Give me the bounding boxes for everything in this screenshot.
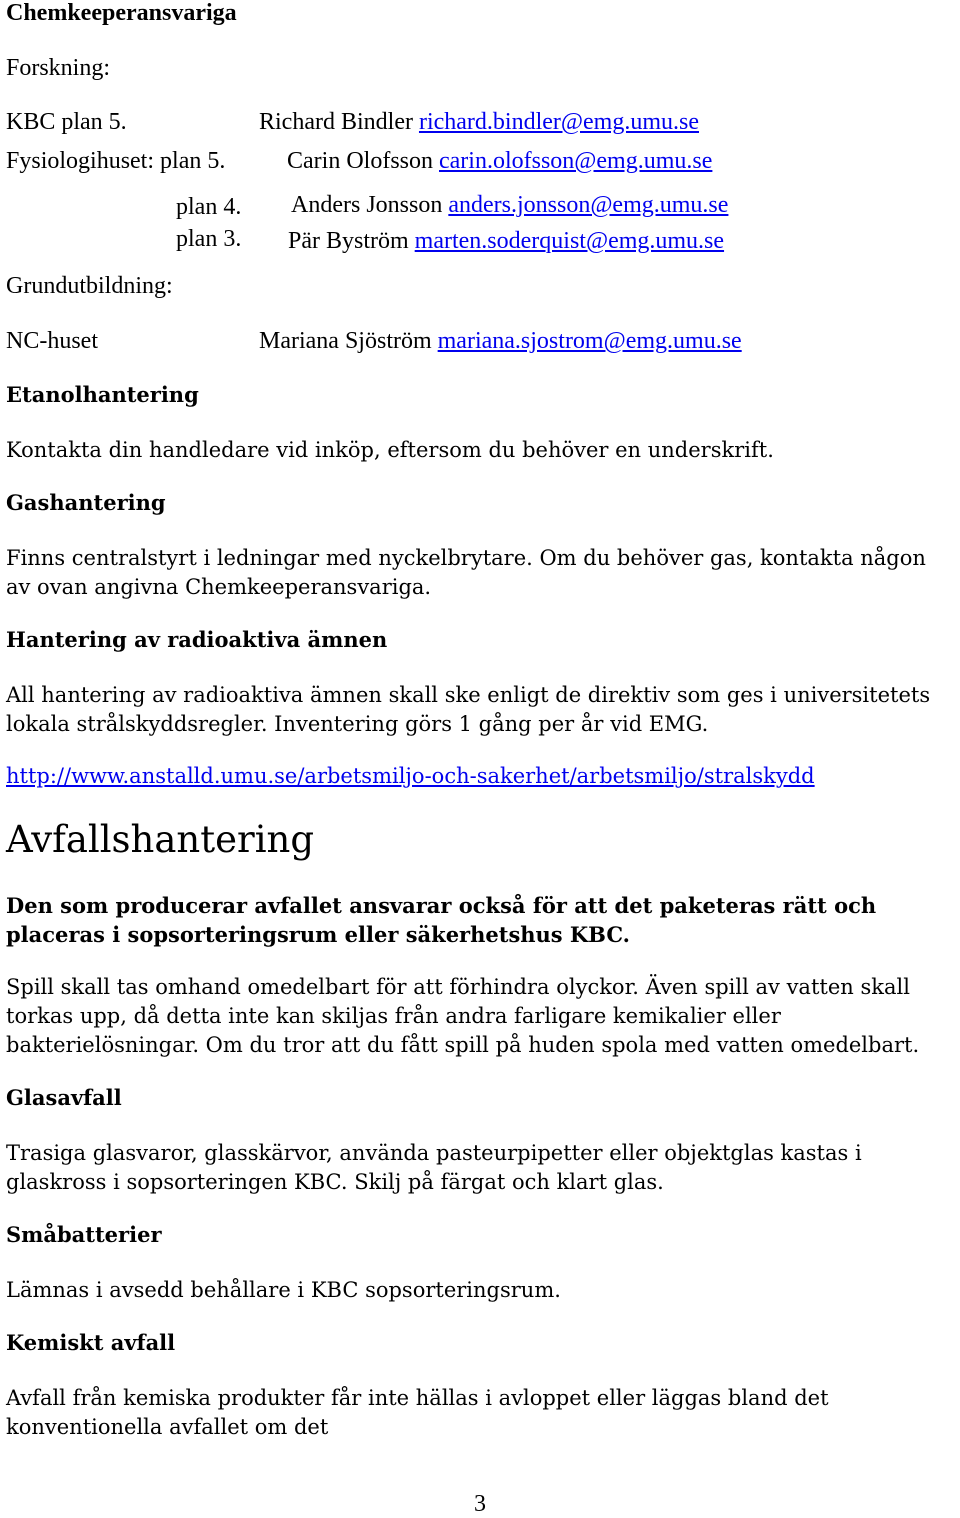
email-link[interactable]: richard.bindler@emg.umu.se	[418, 109, 699, 135]
chemwaste-heading: Kemiskt avfall	[6, 1330, 176, 1355]
email-link[interactable]: marten.soderquist@emg.umu.se	[414, 228, 725, 254]
radio-text: All hantering av radioaktiva ämnen skall ske enligt de direktiv som ges i universitetets lokala strålskyddsregler. Inventering görs 1 gång per år vid EMG.	[6, 683, 931, 736]
contact-name: Carin Olofsson	[287, 148, 433, 174]
radio-link[interactable]: http://www.anstalld.umu.se/arbetsmiljo-och-sakerhet/arbetsmiljo/stralskydd	[6, 764, 815, 788]
contact-name: Pär Byström	[288, 228, 409, 254]
grundutbildning-label: Grundutbildning:	[6, 273, 173, 299]
contact-name: Mariana Sjöström	[259, 328, 432, 354]
forskning-label: Forskning:	[6, 55, 111, 81]
email-link[interactable]: anders.jonsson@emg.umu.se	[448, 192, 729, 218]
location-plan3: plan 3.	[176, 226, 242, 252]
location-plan4: plan 4.	[176, 194, 242, 220]
location-nc-huset: NC-huset	[6, 328, 98, 354]
spill-text: Spill skall tas omhand omedelbart för att förhindra olyckor. Även spill av vatten skall torkas upp, då detta inte kan skiljas från andra farligare kemikalier eller bakterielösningar. Om du tror att du fått spill på huden spola med vatten omedelbart.	[6, 975, 920, 1057]
contact-row-nc	[259, 328, 742, 355]
glass-text: Trasiga glasvaror, glasskärvor, använda pasteurpipetter eller objektglas kastas i glaskross i sopsorteringen KBC. Skilj på färgat och klart glas.	[6, 1141, 862, 1194]
contact-name: Anders Jonsson	[291, 192, 443, 218]
gas-text: Finns centralstyrt i ledningar med nyckelbrytare. Om du behöver gas, kontakta någon av ovan angivna Chemkeeperansvariga.	[6, 546, 926, 599]
ethanol-heading: Etanolhantering	[6, 382, 199, 407]
chemkeeper-heading: Chemkeeperansvariga	[6, 0, 237, 26]
contact-name: Richard Bindler	[259, 109, 413, 135]
email-link[interactable]: mariana.sjostrom@emg.umu.se	[437, 328, 742, 354]
glass-heading: Glasavfall	[6, 1085, 122, 1110]
page-number: 3	[474, 1491, 486, 1517]
radio-heading: Hantering av radioaktiva ämnen	[6, 627, 388, 652]
batteries-text: Lämnas i avsedd behållare i KBC sopsorteringsrum.	[6, 1278, 561, 1302]
ethanol-text: Kontakta din handledare vid inköp, eftersom du behöver en underskrift.	[6, 438, 774, 462]
chemwaste-text: Avfall från kemiska produkter får inte hällas i avloppet eller läggas bland det konventionella avfallet om det	[6, 1386, 829, 1439]
waste-heading: Avfallshantering	[6, 818, 315, 861]
contact-row-4	[288, 228, 724, 255]
contact-row-3	[291, 192, 728, 219]
location-kbc: KBC plan 5.	[6, 109, 127, 135]
contact-row-2	[287, 148, 712, 175]
location-fysiologihuset: Fysiologihuset: plan 5.	[6, 148, 226, 174]
waste-bold-text: Den som producerar avfallet ansvarar också för att det paketeras rätt och placeras i sopsorteringsrum eller säkerhetshus KBC.	[6, 893, 877, 947]
batteries-heading: Småbatterier	[6, 1222, 162, 1247]
gas-heading: Gashantering	[6, 490, 166, 515]
contact-row-1	[259, 109, 699, 136]
email-link[interactable]: carin.olofsson@emg.umu.se	[439, 148, 713, 174]
